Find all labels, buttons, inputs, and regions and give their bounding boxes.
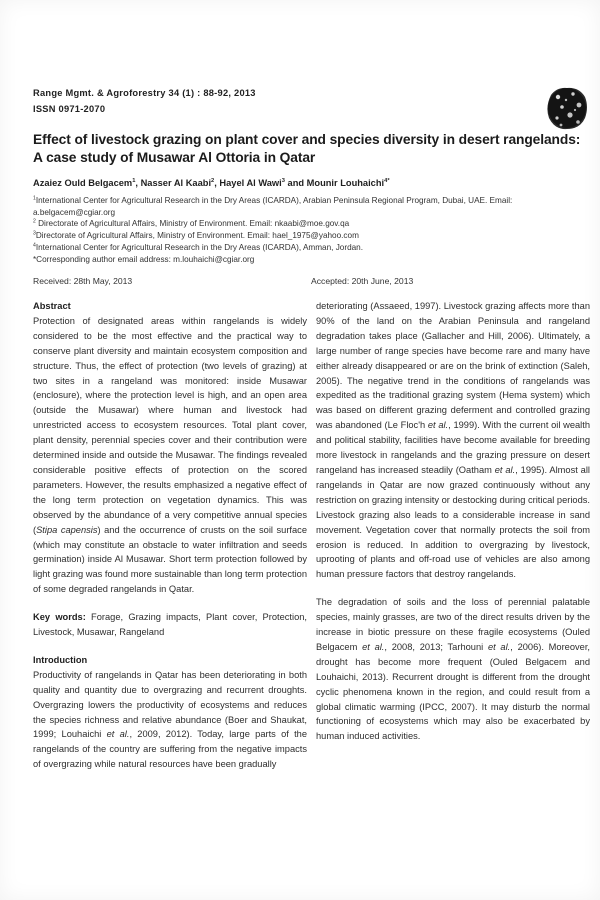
abstract-heading: Abstract	[33, 301, 71, 311]
left-column	[33, 299, 307, 785]
article-title	[33, 131, 590, 166]
introduction-paragraph-right-1: deteriorating (Assaeed, 1997). Livestock grazing affects more than 90% of the land on the Arabian Peninsula and rangeland degradation takes place (Gallacher and Hill, 2006). Ultimately, a large number of range species have become rare and many have either already disappeared or are on the brink of extinction (Saleh, 2005). The negative trend in the conditions of rangelands was expedited as the traditional grazing system (Hema system) which was based on different grazing deferment and controlled grazing was abandoned (Le Floc'h et al., 1999). With the current oil wealth and political stability, facilities have become available for breeding more livestock in rangelands and the grazing pressure on desert rangeland has increased steadily (Oatham et al., 1995). Almost all rangelands in Qatar are now grazed continuously without any restriction on grazing intensity or destocking during critical periods. Livestock grazing also leads to a considerable increase in sand movement. Vegetation cover that normally protects the soil from erosion is reduced. In addition to overgrazing by livestock, uprooting of plants and off-road use of vehicles are also among human pressure factors that destroy rangelands.	[316, 301, 590, 580]
affiliations-block	[33, 195, 590, 265]
article-title-line1: Effect of livestock grazing on plant cover and species diversity in desert rangelands:	[33, 132, 581, 147]
corresponding-author-note: *Corresponding author email address: m.louhaichi@cgiar.org	[33, 254, 255, 264]
article-title-line2: A case study of Musawar Al Ottoria in Qatar	[33, 149, 316, 165]
keywords-line	[33, 610, 307, 640]
article-body	[33, 299, 590, 785]
affiliation-4: $^4$International Center for Agricultural Research in the Dry Areas (ICARDA), Amman, Jordan.	[33, 242, 364, 252]
right-column	[316, 299, 590, 785]
abstract-text: Protection of designated areas within rangelands is widely considered to be the most effective and the practical way to conserve plant diversity and maintain ecosystem composition and structure. Thus, the effect of protection (two levels of grazing) at two sites in a rangeland was monitored: inside Musawar (enclosure), where the protection level is high, and an open area (outside the Musawar) where human and livestock had unrestricted access to ecosystem resources. Total plant cover, plant density, perennial species cover and their contribution were determined inside and outside the Musawar. The findings revealed considerable positive effects of protection on the scored parameters. However, the results emphasized a negative effect of the long term protection on vegetation dynamics. This was observed by the abundance of a very competitive annual species (Stipa capensis) and the occurrence of crusts on the soil surface (which may constitute an obstacle to water infiltration and seeds germination) inside Al Musawar. Short term protection followed by light grazing was found more sustainable than long term protection of some degraded rangelands in Qatar.	[33, 315, 307, 595]
affiliation-2: $^2$ Directorate of Agricultural Affairs, Ministry of Environment. Email: nkaabi@moe.gov.qa	[33, 218, 350, 229]
journal-citation: Range Mgmt. & Agroforestry 34 (1) : 88-92, 2013	[33, 88, 256, 98]
dates-row	[33, 276, 590, 286]
affiliation-1: $^1$International Center for Agricultural Research in the Dry Areas (ICARDA), Arabian Peninsula Regional Program, Dubai, UAE. Email: a.belgacem@cgiar.org	[33, 195, 513, 217]
introduction-paragraph-left: Productivity of rangelands in Qatar has been deteriorating in both quality and quantity due to overgrazing and recurrent droughts. Overgrazing lowers the productivity of ecosystems and reduces the species richness and relative abundance (Boer and Shaukat, 1999; Louhaichi et al., 2009, 2012). Today, large parts of the rangelands of the country are suffering from the negative impacts of overgrazing while natural resources have been gradually	[33, 669, 308, 770]
received-date: Received: 28th May, 2013	[33, 276, 133, 286]
society-emblem-icon	[545, 85, 589, 133]
introduction-heading: Introduction	[33, 654, 88, 665]
author-line: Azaiez Ould Belgacem$^1$, Nasser Al Kaabi$^2$, Hayel Al Wawi$^3$ and Mounir Louhaichi$^{4*}$	[33, 177, 390, 188]
introduction-paragraph-right-2: The degradation of soils and the loss of perennial palatable species, mainly grasses, are two of the direct results driven by the increase in biotic pressure on these fragile ecosystems (Ouled Belgacem et al., 2008, 2013; Tarhouni et al., 2006). Moreover, drought has become more frequent (Ouled Belgacem and Louhaichi, 2013). Recurrent drought is different from the drought cyclic phenomena known in the region, and could result from a global climatic warming (IPCC, 2007). It may disturb the normal functioning of ecosystems which may also be exacerbated by human induced activities.	[316, 597, 590, 742]
keywords-label: Key words:	[33, 612, 86, 623]
keywords-text: Forage, Grazing impacts, Plant cover, Protection, Livestock, Musawar, Rangeland	[33, 612, 307, 638]
accepted-date: Accepted: 20th June, 2013	[311, 276, 414, 286]
affiliation-3: $^3$Directorate of Agricultural Affairs, Ministry of Environment. Email: hael_1975@yahoo.com	[33, 230, 359, 241]
issn-number: ISSN 0971-2070	[33, 104, 106, 114]
